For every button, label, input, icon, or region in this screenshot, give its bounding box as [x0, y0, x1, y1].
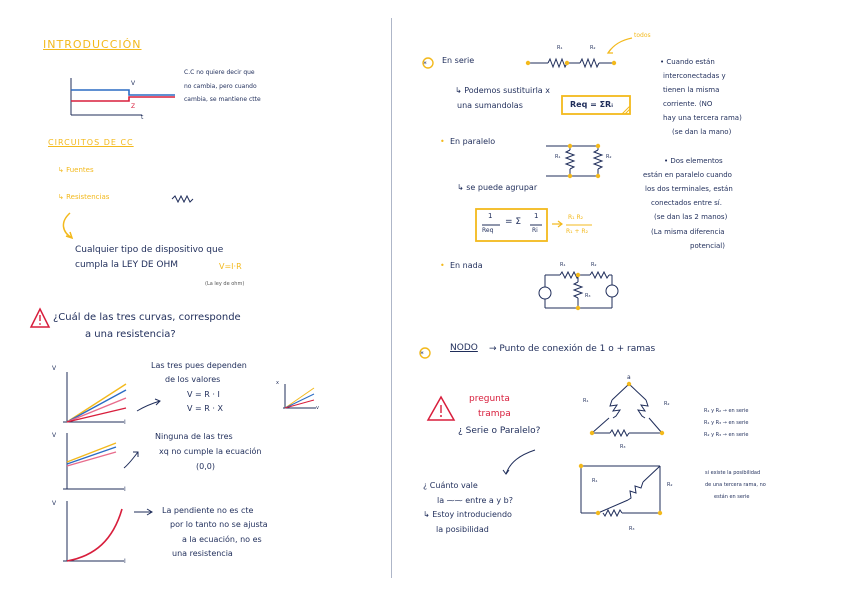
intro-title: INTRODUCCIÓN — [43, 38, 142, 51]
fuentes-item: ↳ Fuentes — [58, 166, 94, 174]
r3-nada: R₃ — [585, 293, 591, 299]
paralelo-heading: En paralelo — [450, 137, 496, 146]
graph-z-label: Z — [131, 103, 136, 110]
r1-nada: R₁ — [560, 262, 566, 268]
notes-page: INTRODUCCIÓN * * V Z t C.C no quiere decir que no cambia, pero cuando cambia, se mantiene ctte CIRCUITOS DE CC ↳ Fuentes ↳ Resistencias Cualquier tipo de dispositivo que cumpla la LEY DE OHM V=I·R (La ley de ohm) ¿Cuál de las tres curvas, corresponde a una resistencia? V I V I V I x v Las tres pues dependen de los valores V = R · I V = R · X Ninguna de las tres xq no cumple la ecuación (0,0) La pendiente no es cte por lo tanto no se ajusta a la ecuación, no es una resistencia En serie R₁ R₂ todos • Cuando están interconectadas y tienen la misma corriente. (NO hay una tercera rama) (se dan la mano) ↳ Podemos sustituirla x una sumandolas Req = ΣRᵢ En paralelo • • R₁ R₂ • Dos elementos están en paralelo cuando los dos terminales, están conectados entre sí. (se dan las 2 manos) (La misma diferencia potencial) ↳ se puede agrupar 1 Req = Σ 1 Ri R₁ R₂ R₁ + R₂ En nada R₁ R₂ R₃ NODO → Punto de conexión de 1 o + ramas pregunta trampa ¿ Serie o Paralelo? a R₁ R₂ R₃ R₁ y R₂ → en serie R₁ y R₃ → en serie R₂ y R₃ → en serie ¿ Cuánto vale la ⁓⁓ entre a y b? ↳ Estoy introduciendo la posibilidad R₁ R₂ R₃ si existe la posibilidad de una tercera rama, no están en serie — [0, 0, 848, 599]
r1-serie: R₁ — [557, 45, 563, 51]
small-v: v — [316, 405, 319, 411]
question-line2: a una resistencia? — [85, 329, 176, 340]
nada-heading: En nada — [450, 261, 483, 270]
column-divider — [391, 18, 392, 578]
cc-graph — [71, 78, 175, 115]
ohm-formula: V=I·R — [219, 262, 242, 271]
axis-i-3: I — [124, 558, 126, 565]
question-line1: ¿Cuál de las tres curvas, corresponde — [53, 312, 241, 323]
axis-i-2: I — [124, 486, 126, 493]
nada-bullet: • — [440, 261, 445, 270]
tri1-r1: R₁ — [583, 398, 589, 404]
pregunta-line1: pregunta — [469, 394, 510, 404]
axis-v-2: V — [52, 432, 57, 439]
r1-paralelo: R₁ — [555, 154, 561, 160]
triangle-a-label: a — [627, 374, 631, 381]
axis-v-3: V — [52, 500, 57, 507]
tri2-r2: R₂ — [667, 482, 673, 488]
paralelo-bullet: • — [440, 137, 445, 146]
pregunta-line2: trampa — [478, 409, 511, 419]
req-par-rhs: = Σ — [505, 217, 522, 227]
req-par-result-den: R₁ + R₂ — [566, 228, 588, 235]
warning-icon-right — [428, 397, 454, 420]
req-par-lhs-num: 1 — [488, 212, 493, 220]
agrupar-line: ↳ se puede agrupar — [457, 183, 538, 192]
todos-label: todos — [634, 32, 651, 39]
axis-i-1: I — [124, 419, 126, 426]
req-par-rhs-den: Ri — [532, 227, 538, 234]
tri1-r2: R₂ — [664, 401, 670, 407]
nodo-title: NODO — [450, 343, 478, 353]
ley-ohm-note: (La ley de ohm) — [205, 281, 245, 287]
req-par-lhs-den: Req — [482, 227, 494, 234]
r2-paralelo: R₂ — [606, 154, 612, 160]
cc-title: CIRCUITOS DE CC — [48, 138, 134, 147]
sustituirla-line2: una sumandolas — [457, 101, 523, 110]
graph-t-label: t — [141, 114, 144, 121]
req-serie-formula: Req = ΣRᵢ — [570, 100, 613, 109]
tri2-r1: R₁ — [592, 478, 598, 484]
graph-v-label: V — [131, 80, 136, 87]
req-par-result-num: R₁ R₂ — [568, 214, 584, 221]
resistencias-item: ↳ Resistencias — [58, 193, 110, 201]
tri2-r3: R₃ — [629, 526, 635, 532]
r2-nada: R₂ — [591, 262, 597, 268]
sustituirla-line1: ↳ Podemos sustituirla x — [455, 86, 550, 95]
cualquier-line2: cumpla la LEY DE OHM — [75, 260, 179, 270]
r2-serie: R₂ — [590, 45, 596, 51]
graph-three-lines — [63, 372, 126, 422]
small-x: x — [276, 380, 279, 386]
nodo-definition: → Punto de conexión de 1 o + ramas — [489, 344, 656, 354]
svg-text:*: * — [423, 60, 427, 68]
warning-icon — [31, 309, 49, 327]
svg-text:*: * — [420, 350, 424, 358]
req-par-rhs-num: 1 — [534, 212, 539, 220]
axis-v-1: V — [52, 365, 57, 372]
tri1-r3: R₃ — [620, 444, 626, 450]
cualquier-line1: Cualquier tipo de dispositivo que — [75, 245, 224, 255]
serie-paralelo-question: ¿ Serie o Paralelo? — [458, 426, 541, 436]
serie-heading: En serie — [442, 56, 475, 65]
